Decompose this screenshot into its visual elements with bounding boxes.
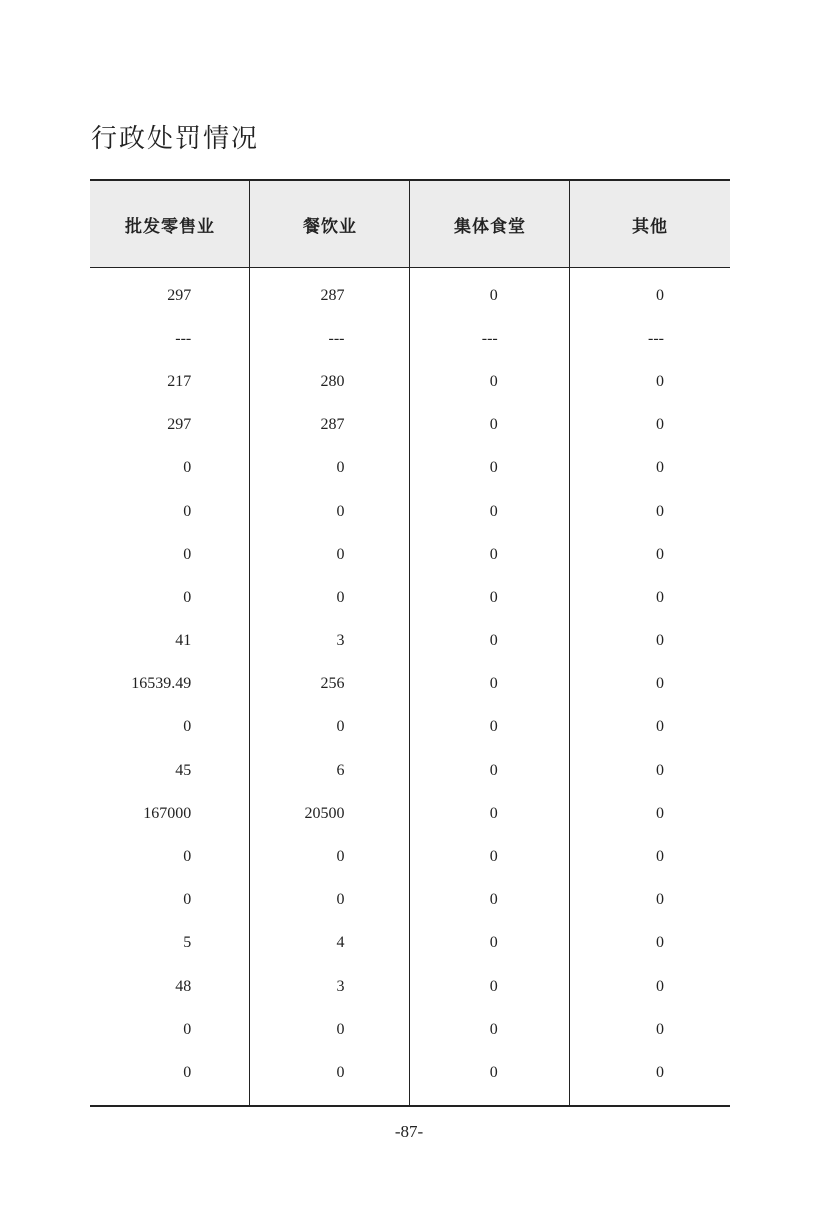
table-cell: 41	[175, 632, 192, 650]
table-row	[90, 835, 730, 878]
table-cell: 0	[183, 1020, 192, 1038]
table-cell: 0	[489, 502, 498, 520]
table-cell: 0	[656, 416, 664, 434]
table-cell: 4	[336, 934, 345, 952]
table-cell: ---	[648, 329, 664, 347]
table-row	[90, 360, 730, 403]
table-cell: 0	[656, 1063, 664, 1081]
table-cell: 0	[489, 286, 498, 304]
table-cell: 0	[656, 675, 664, 693]
table-cell: 0	[656, 934, 664, 952]
column-divider	[569, 179, 570, 1107]
table-cell: 0	[656, 1020, 664, 1038]
table-cell: 0	[656, 588, 664, 606]
table-cell: 280	[320, 372, 345, 390]
table-cell: 0	[489, 891, 498, 909]
column-divider	[409, 179, 410, 1107]
table-cell: 0	[183, 459, 192, 477]
table-cell: 287	[320, 416, 345, 434]
table-cell: 0	[336, 1063, 345, 1081]
page-number: -87-	[394, 1122, 424, 1141]
header-catering: 餐饮业	[303, 216, 357, 237]
table-row	[90, 274, 730, 317]
table-cell: 45	[175, 761, 192, 779]
table-cell: 0	[656, 761, 664, 779]
column-divider	[249, 179, 250, 1107]
table-row	[90, 404, 730, 447]
table-cell: 0	[489, 675, 498, 693]
table-cell: 167000	[143, 804, 192, 822]
table-cell: 0	[656, 372, 664, 390]
table-row	[90, 1051, 730, 1094]
table-cell: 0	[183, 545, 192, 563]
table-cell: 0	[183, 1063, 192, 1081]
table-row	[90, 1008, 730, 1051]
table-cell: 0	[656, 286, 664, 304]
table-cell: 16539.49	[131, 675, 192, 693]
table-cell: 0	[489, 632, 498, 650]
table-header	[90, 181, 730, 268]
table-row	[90, 576, 730, 619]
table-row	[90, 447, 730, 490]
table-cell: 0	[489, 588, 498, 606]
table-row	[90, 922, 730, 965]
table-cell: 0	[489, 848, 498, 866]
table-cell: 0	[656, 848, 664, 866]
table-cell: 217	[167, 372, 192, 390]
table-cell: 287	[320, 286, 345, 304]
header-canteen: 集体食堂	[454, 216, 526, 237]
table-cell: 0	[336, 502, 345, 520]
table-cell: 0	[183, 718, 192, 736]
table-cell: 0	[489, 977, 498, 995]
table-cell: 0	[489, 761, 498, 779]
table-row	[90, 706, 730, 749]
table-cell: 20500	[304, 804, 345, 822]
table-cell: 6	[336, 761, 345, 779]
table-row	[90, 533, 730, 576]
table-cell: 0	[656, 502, 664, 520]
table-cell: 0	[336, 588, 345, 606]
table-row	[90, 749, 730, 792]
table-cell: 48	[175, 977, 192, 995]
table-row	[90, 620, 730, 663]
table-cell: 0	[656, 977, 664, 995]
table-cell: 0	[183, 502, 192, 520]
table-body	[90, 268, 730, 1105]
table-cell: 0	[489, 804, 498, 822]
header-wholesale-retail: 批发零售业	[125, 216, 215, 237]
table-row	[90, 792, 730, 835]
table-cell: 0	[489, 1063, 498, 1081]
table-cell: 3	[336, 632, 345, 650]
table-cell: 0	[336, 718, 345, 736]
table-row	[90, 965, 730, 1008]
table-cell: 0	[489, 934, 498, 952]
table-cell: 0	[489, 372, 498, 390]
table-cell: 0	[656, 459, 664, 477]
table-row	[90, 879, 730, 922]
table-row	[90, 317, 730, 360]
table-cell: 0	[489, 718, 498, 736]
table-cell: 0	[336, 545, 345, 563]
table-cell: 0	[489, 545, 498, 563]
table-cell: 297	[167, 286, 192, 304]
header-other: 其他	[632, 216, 668, 237]
table-cell: 3	[336, 977, 345, 995]
page-title: 行政处罚情况	[91, 124, 260, 154]
table-row	[90, 663, 730, 706]
table-cell: ---	[175, 329, 192, 347]
bottom-rule	[90, 1105, 730, 1107]
table-cell: 0	[656, 632, 664, 650]
table-cell: 0	[183, 891, 192, 909]
table-row	[90, 490, 730, 533]
table-cell: 0	[489, 1020, 498, 1038]
table-cell: 0	[656, 891, 664, 909]
table-cell: 0	[656, 804, 664, 822]
table-cell: 5	[183, 934, 192, 952]
data-table	[90, 179, 730, 1107]
table-cell: 0	[336, 1020, 345, 1038]
table-cell: 0	[336, 848, 345, 866]
table-cell: 256	[320, 675, 345, 693]
table-cell: 0	[489, 416, 498, 434]
table-cell: 0	[336, 459, 345, 477]
table-cell: 0	[336, 891, 345, 909]
table-cell: 0	[489, 459, 498, 477]
table-cell: 0	[656, 718, 664, 736]
table-cell: ---	[481, 329, 498, 347]
table-cell: 0	[656, 545, 664, 563]
table-cell: ---	[328, 329, 345, 347]
table-cell: 297	[167, 416, 192, 434]
table-cell: 0	[183, 588, 192, 606]
table-cell: 0	[183, 848, 192, 866]
